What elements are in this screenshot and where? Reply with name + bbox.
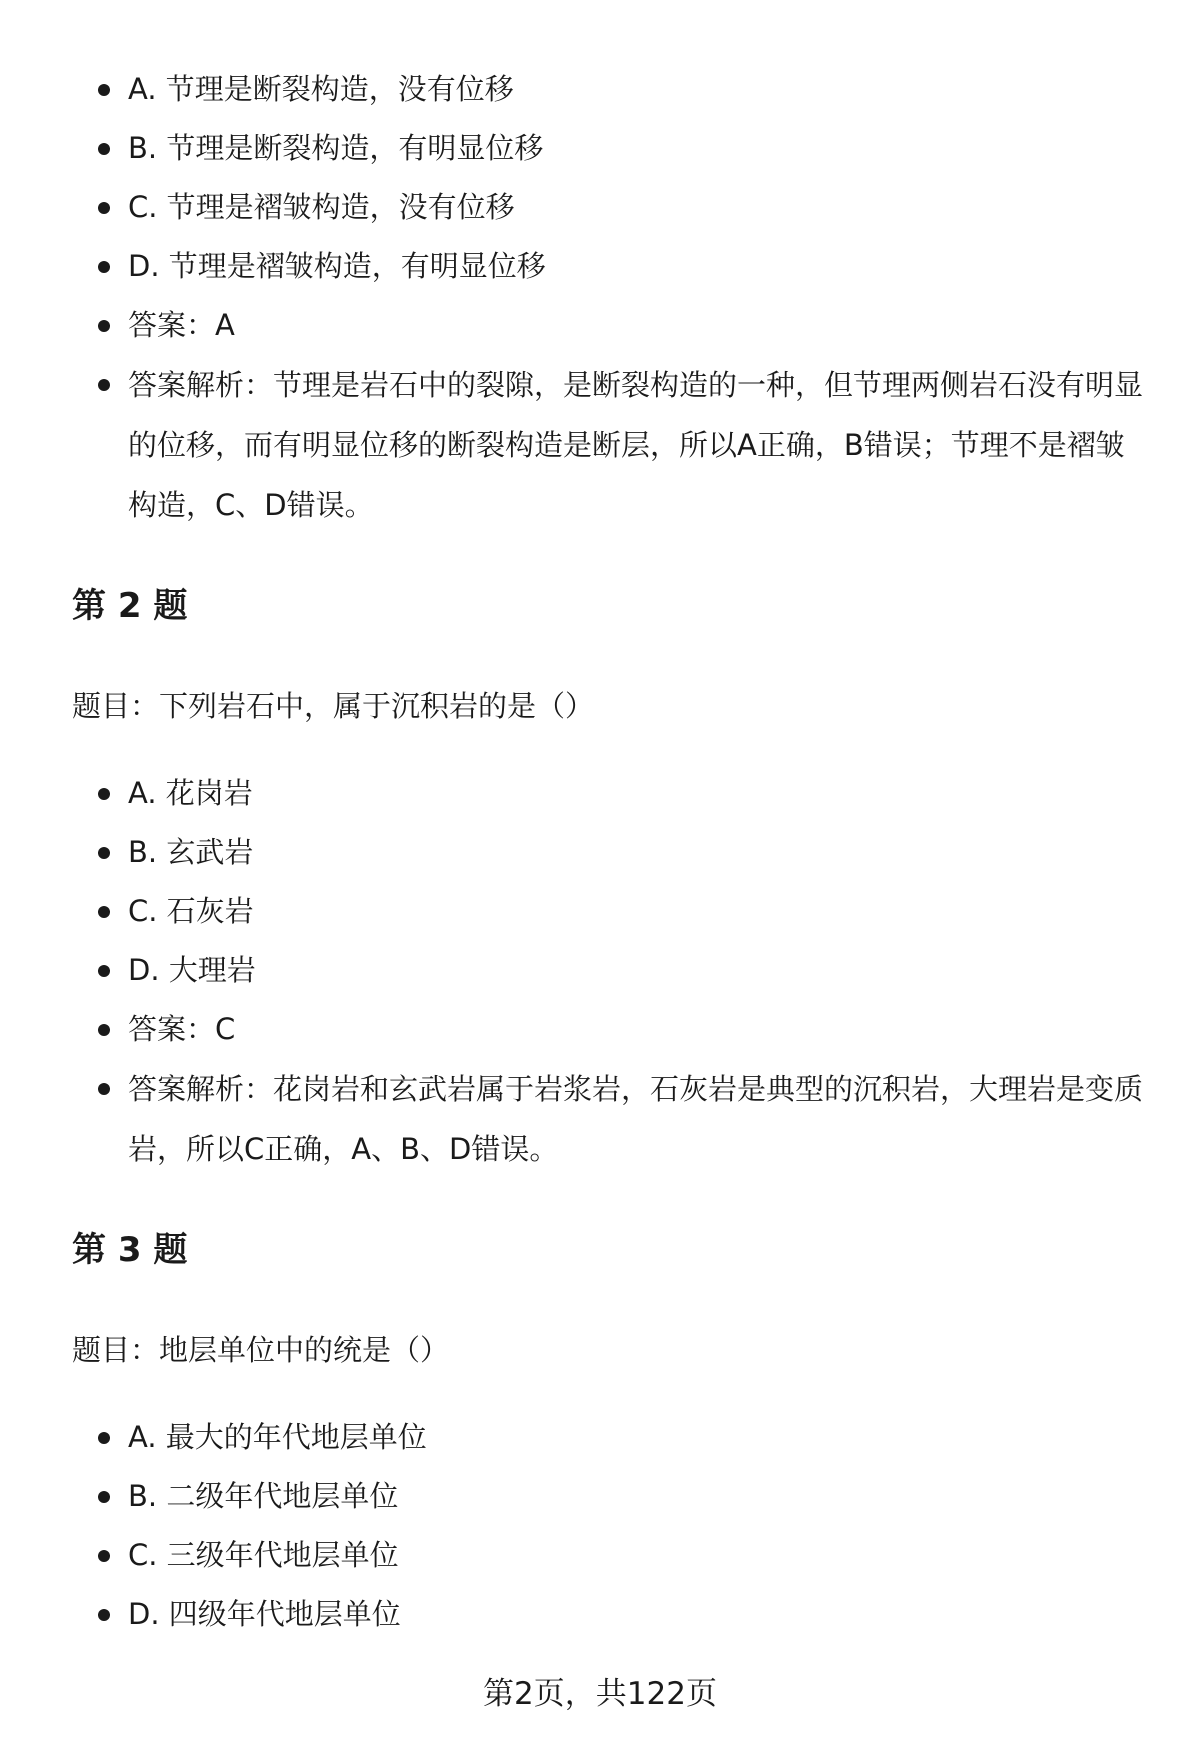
question-2-heading: 第 2 题 <box>72 586 188 626</box>
bullet-icon <box>98 143 110 155</box>
option-c: C. 三级年代地层单位 <box>128 1538 399 1572</box>
option-a: A. 花岗岩 <box>128 776 253 810</box>
bullet-icon <box>98 379 110 391</box>
bullet-icon <box>98 84 110 96</box>
list-item <box>0 1408 1200 1467</box>
option-b: B. 节理是断裂构造，有明显位移 <box>128 131 544 165</box>
list-item <box>0 1526 1200 1585</box>
bullet-icon <box>98 320 110 332</box>
bullet-icon <box>98 788 110 800</box>
list-item <box>0 355 1152 535</box>
list-item <box>0 764 1200 823</box>
option-a: A. 节理是断裂构造，没有位移 <box>128 72 514 106</box>
list-item <box>0 823 1200 882</box>
option-d: D. 四级年代地层单位 <box>128 1597 401 1631</box>
bullet-icon <box>98 847 110 859</box>
list-item <box>0 1000 1200 1059</box>
list-item <box>0 60 1200 119</box>
option-d: D. 节理是褶皱构造，有明显位移 <box>128 249 546 283</box>
list-item <box>0 237 1200 296</box>
question-3-options <box>0 1408 1200 1644</box>
bullet-icon <box>98 1083 110 1095</box>
bullet-icon <box>98 261 110 273</box>
option-a: A. 最大的年代地层单位 <box>128 1420 427 1454</box>
answer-explanation: 答案解析：节理是岩石中的裂隙，是断裂构造的一种，但节理两侧岩石没有明显的位移，而有明显位移的断裂构造是断层，所以A正确，B错误；节理不是褶皱构造，C、D错误。 <box>128 368 1144 522</box>
bullet-icon <box>98 965 110 977</box>
bullet-icon <box>98 1024 110 1036</box>
question-3-heading: 第 3 题 <box>72 1230 188 1270</box>
list-item <box>0 296 1200 355</box>
question-2-stem: 题目：下列岩石中，属于沉积岩的是（） <box>72 689 595 723</box>
question-2-options <box>0 764 1200 1179</box>
question-1-options <box>0 60 1200 535</box>
list-item <box>0 882 1200 941</box>
answer-explanation: 答案解析：花岗岩和玄武岩属于岩浆岩，石灰岩是典型的沉积岩，大理岩是变质岩，所以C正确，A、B、D错误。 <box>128 1072 1144 1166</box>
bullet-icon <box>98 1550 110 1562</box>
list-item <box>0 1467 1200 1526</box>
list-item <box>0 119 1200 178</box>
bullet-icon <box>98 906 110 918</box>
answer: 答案：A <box>128 308 235 342</box>
option-b: B. 玄武岩 <box>128 835 254 869</box>
option-c: C. 节理是褶皱构造，没有位移 <box>128 190 515 224</box>
option-d: D. 大理岩 <box>128 953 256 987</box>
question-3-stem: 题目：地层单位中的统是（） <box>72 1333 450 1367</box>
list-item <box>0 1585 1200 1644</box>
list-item <box>0 941 1200 1000</box>
answer: 答案：C <box>128 1012 236 1046</box>
page-number-footer: 第2页，共122页 <box>483 1676 717 1712</box>
option-b: B. 二级年代地层单位 <box>128 1479 399 1513</box>
bullet-icon <box>98 202 110 214</box>
option-c: C. 石灰岩 <box>128 894 254 928</box>
bullet-icon <box>98 1432 110 1444</box>
bullet-icon <box>98 1491 110 1503</box>
list-item <box>0 178 1200 237</box>
bullet-icon <box>98 1609 110 1621</box>
list-item <box>0 1059 1152 1179</box>
